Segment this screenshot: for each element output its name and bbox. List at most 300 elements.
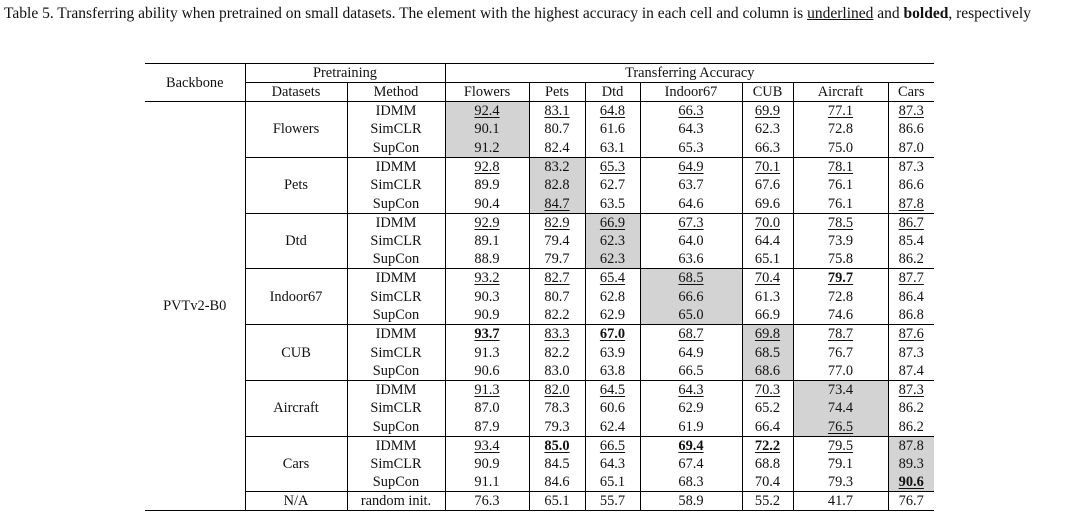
value-cell <box>742 120 793 139</box>
value-text: 86.6 <box>898 177 924 194</box>
value-text: 87.0 <box>474 400 500 417</box>
header-col-indoor67: Indoor67 <box>640 83 742 102</box>
value-text: 79.7 <box>827 270 854 287</box>
value-text: 82.7 <box>544 270 570 287</box>
value-text: 79.4 <box>544 232 570 249</box>
value-text: 87.3 <box>898 103 924 120</box>
value-cell <box>793 287 888 306</box>
value-cell <box>793 306 888 325</box>
value-text: 78.5 <box>827 214 854 231</box>
value-text: 90.4 <box>474 195 500 212</box>
header-col-pets: Pets <box>529 83 585 102</box>
baseline-value-text: 55.2 <box>754 493 781 510</box>
value-cell <box>445 325 529 344</box>
value-cell <box>529 213 585 232</box>
backbone-cell: PVTv2-B0 <box>145 102 245 511</box>
value-text: 93.4 <box>474 437 500 454</box>
table-row <box>145 102 934 121</box>
value-text: 67.0 <box>599 326 626 343</box>
value-text: 92.9 <box>474 214 500 231</box>
value-text: 76.5 <box>827 418 854 435</box>
value-text: 77.0 <box>827 362 854 379</box>
value-cell <box>742 455 793 474</box>
value-text: 70.4 <box>754 474 781 491</box>
value-text: 62.9 <box>599 307 626 324</box>
value-text: 86.7 <box>898 214 924 231</box>
value-cell <box>529 157 585 176</box>
method-cell: SupCon <box>347 139 445 158</box>
value-cell <box>445 362 529 381</box>
value-text: 62.3 <box>599 232 626 249</box>
value-text: 72.8 <box>827 121 854 138</box>
value-cell <box>529 120 585 139</box>
caption-mid: and <box>873 5 904 22</box>
value-cell <box>585 380 640 399</box>
value-text: 65.1 <box>754 251 781 268</box>
value-text: 90.3 <box>474 288 500 305</box>
baseline-method-cell: random init. <box>347 492 445 511</box>
method-cell: SupCon <box>347 362 445 381</box>
value-text: 89.9 <box>474 177 500 194</box>
value-text: 68.8 <box>754 456 781 473</box>
value-text: 78.3 <box>544 400 570 417</box>
value-text: 87.3 <box>898 381 924 398</box>
value-text: 89.3 <box>898 456 924 473</box>
dataset-cell: CUB <box>245 325 347 381</box>
value-cell <box>793 473 888 492</box>
header-backbone: Backbone <box>145 64 245 102</box>
value-cell <box>793 436 888 455</box>
value-text: 86.4 <box>898 288 924 305</box>
method-cell: IDMM <box>347 102 445 121</box>
value-text: 63.5 <box>599 195 626 212</box>
value-cell <box>640 232 742 251</box>
value-text: 62.3 <box>754 121 781 138</box>
header-col-cub: CUB <box>742 83 793 102</box>
value-cell <box>888 157 934 176</box>
baseline-row <box>145 492 934 511</box>
value-text: 65.1 <box>599 474 626 491</box>
value-cell <box>793 176 888 195</box>
value-text: 86.2 <box>898 418 924 435</box>
value-text: 63.6 <box>678 251 704 268</box>
value-text: 64.3 <box>599 456 626 473</box>
value-cell <box>888 120 934 139</box>
value-cell <box>793 362 888 381</box>
value-text: 91.2 <box>474 139 500 156</box>
value-cell <box>585 287 640 306</box>
value-text: 86.6 <box>898 121 924 138</box>
value-cell <box>742 232 793 251</box>
value-cell <box>793 418 888 437</box>
value-cell <box>585 157 640 176</box>
value-cell <box>529 102 585 121</box>
header-col-dtd: Dtd <box>585 83 640 102</box>
value-text: 68.5 <box>678 270 704 287</box>
value-text: 65.0 <box>678 307 704 324</box>
header-col-flowers: Flowers <box>445 83 529 102</box>
baseline-value-cell <box>529 492 585 511</box>
value-cell <box>793 250 888 269</box>
value-cell <box>742 250 793 269</box>
value-text: 87.4 <box>898 362 924 379</box>
caption-underlined-word: underlined <box>807 5 874 22</box>
dataset-cell: Aircraft <box>245 380 347 436</box>
value-text: 74.6 <box>827 307 854 324</box>
value-text: 83.2 <box>544 158 570 175</box>
value-text: 64.4 <box>754 232 781 249</box>
value-text: 63.9 <box>599 344 626 361</box>
value-text: 63.7 <box>678 177 704 194</box>
method-cell: IDMM <box>347 269 445 288</box>
value-cell <box>793 269 888 288</box>
value-cell <box>585 176 640 195</box>
value-text: 69.9 <box>754 103 781 120</box>
baseline-value-text: 76.7 <box>898 493 924 510</box>
value-text: 62.9 <box>678 400 704 417</box>
value-cell <box>640 306 742 325</box>
value-text: 87.9 <box>474 418 500 435</box>
value-text: 61.6 <box>599 121 626 138</box>
method-cell: SimCLR <box>347 232 445 251</box>
value-cell <box>742 362 793 381</box>
value-text: 82.4 <box>544 139 570 156</box>
value-text: 89.1 <box>474 232 500 249</box>
value-cell <box>445 139 529 158</box>
value-cell <box>640 380 742 399</box>
value-cell <box>742 380 793 399</box>
value-cell <box>742 325 793 344</box>
value-cell <box>529 380 585 399</box>
header-transferring-accuracy: Transferring Accuracy <box>445 64 934 83</box>
value-cell <box>585 436 640 455</box>
value-cell <box>529 473 585 492</box>
value-cell <box>529 418 585 437</box>
method-cell: IDMM <box>347 157 445 176</box>
value-cell <box>793 232 888 251</box>
value-text: 62.3 <box>599 251 626 268</box>
header-row-2 <box>145 83 934 102</box>
value-text: 65.3 <box>678 139 704 156</box>
value-cell <box>585 250 640 269</box>
method-cell: SimCLR <box>347 455 445 474</box>
value-text: 92.4 <box>474 103 500 120</box>
value-text: 92.8 <box>474 158 500 175</box>
value-cell <box>888 399 934 418</box>
value-cell <box>640 343 742 362</box>
value-cell <box>445 269 529 288</box>
table-row <box>145 213 934 232</box>
method-cell: SimCLR <box>347 399 445 418</box>
value-cell <box>445 157 529 176</box>
value-cell <box>793 325 888 344</box>
value-cell <box>640 213 742 232</box>
value-text: 60.6 <box>599 400 626 417</box>
value-cell <box>585 362 640 381</box>
value-text: 87.8 <box>898 437 924 454</box>
caption-tail: , respectively <box>948 5 1031 22</box>
header-datasets: Datasets <box>245 83 347 102</box>
value-cell <box>793 399 888 418</box>
value-cell <box>888 473 934 492</box>
value-cell <box>793 343 888 362</box>
value-text: 67.3 <box>678 214 704 231</box>
value-text: 87.0 <box>898 139 924 156</box>
value-cell <box>793 157 888 176</box>
value-cell <box>888 269 934 288</box>
value-text: 76.1 <box>827 177 854 194</box>
value-text: 64.9 <box>678 344 704 361</box>
value-cell <box>529 194 585 213</box>
value-cell <box>742 176 793 195</box>
value-cell <box>793 120 888 139</box>
value-cell <box>529 399 585 418</box>
value-cell <box>445 399 529 418</box>
value-text: 83.0 <box>544 362 570 379</box>
value-text: 79.3 <box>544 418 570 435</box>
value-cell <box>585 325 640 344</box>
value-text: 87.6 <box>898 326 924 343</box>
value-cell <box>445 473 529 492</box>
value-cell <box>793 455 888 474</box>
value-cell <box>585 418 640 437</box>
value-text: 76.7 <box>827 344 854 361</box>
value-text: 82.8 <box>544 177 570 194</box>
value-cell <box>445 176 529 195</box>
value-cell <box>529 250 585 269</box>
value-text: 75.8 <box>827 251 854 268</box>
method-cell: IDMM <box>347 325 445 344</box>
value-cell <box>640 250 742 269</box>
value-cell <box>445 418 529 437</box>
value-text: 66.9 <box>599 214 626 231</box>
dataset-cell: Cars <box>245 436 347 492</box>
value-text: 87.3 <box>898 344 924 361</box>
value-cell <box>640 418 742 437</box>
value-text: 83.1 <box>544 103 570 120</box>
value-cell <box>888 436 934 455</box>
value-cell <box>640 287 742 306</box>
method-cell: SimCLR <box>347 287 445 306</box>
value-cell <box>888 325 934 344</box>
method-cell: SimCLR <box>347 176 445 195</box>
value-text: 65.2 <box>754 400 781 417</box>
value-cell <box>445 380 529 399</box>
value-text: 63.1 <box>599 139 626 156</box>
results-table <box>145 63 934 511</box>
value-text: 66.3 <box>754 139 781 156</box>
value-cell <box>888 194 934 213</box>
value-text: 90.6 <box>474 362 500 379</box>
value-cell <box>888 213 934 232</box>
value-text: 82.2 <box>544 344 570 361</box>
baseline-value-text: 41.7 <box>827 493 854 510</box>
value-cell <box>640 139 742 158</box>
method-cell: SimCLR <box>347 343 445 362</box>
value-text: 66.5 <box>678 362 704 379</box>
value-cell <box>742 194 793 213</box>
value-cell <box>640 362 742 381</box>
value-cell <box>585 269 640 288</box>
value-text: 82.0 <box>544 381 570 398</box>
value-text: 64.3 <box>678 381 704 398</box>
method-cell: SupCon <box>347 306 445 325</box>
baseline-value-text: 55.7 <box>599 493 626 510</box>
value-text: 68.6 <box>754 362 781 379</box>
value-cell <box>640 325 742 344</box>
value-cell <box>445 436 529 455</box>
value-text: 70.0 <box>754 214 781 231</box>
value-text: 68.3 <box>678 474 704 491</box>
value-cell <box>888 232 934 251</box>
value-cell <box>445 455 529 474</box>
value-cell <box>888 306 934 325</box>
value-text: 87.3 <box>898 158 924 175</box>
value-text: 76.1 <box>827 195 854 212</box>
value-text: 66.5 <box>599 437 626 454</box>
value-text: 90.6 <box>898 474 924 491</box>
value-text: 87.7 <box>898 270 924 287</box>
table-row <box>145 436 934 455</box>
value-cell <box>742 287 793 306</box>
baseline-value-cell <box>640 492 742 511</box>
table-row <box>145 269 934 288</box>
method-cell: SimCLR <box>347 120 445 139</box>
table-caption <box>4 4 1076 23</box>
header-row-1 <box>145 64 934 83</box>
value-text: 86.2 <box>898 400 924 417</box>
value-text: 86.2 <box>898 251 924 268</box>
value-text: 65.3 <box>599 158 626 175</box>
value-text: 64.3 <box>678 121 704 138</box>
value-cell <box>793 213 888 232</box>
value-text: 73.9 <box>827 232 854 249</box>
value-text: 69.8 <box>754 326 781 343</box>
method-cell: SupCon <box>347 194 445 213</box>
value-text: 90.9 <box>474 456 500 473</box>
value-cell <box>585 306 640 325</box>
value-text: 67.4 <box>678 456 704 473</box>
value-cell <box>585 473 640 492</box>
value-cell <box>640 176 742 195</box>
value-text: 78.1 <box>827 158 854 175</box>
value-cell <box>529 287 585 306</box>
baseline-value-cell <box>742 492 793 511</box>
value-text: 90.1 <box>474 121 500 138</box>
value-cell <box>529 362 585 381</box>
value-cell <box>888 176 934 195</box>
value-cell <box>888 287 934 306</box>
value-cell <box>888 250 934 269</box>
value-text: 72.8 <box>827 288 854 305</box>
baseline-value-cell <box>445 492 529 511</box>
caption-lead: Table 5. Transferring ability when pretrained on small datasets. The element with the highest accuracy in each cell and column is <box>4 5 808 22</box>
value-text: 84.7 <box>544 195 570 212</box>
baseline-value-cell <box>585 492 640 511</box>
dataset-cell: Pets <box>245 157 347 213</box>
value-cell <box>888 362 934 381</box>
value-text: 69.4 <box>678 437 704 454</box>
value-text: 62.4 <box>599 418 626 435</box>
method-cell: SupCon <box>347 418 445 437</box>
method-cell: IDMM <box>347 380 445 399</box>
value-cell <box>585 455 640 474</box>
value-text: 66.4 <box>754 418 781 435</box>
value-text: 78.7 <box>827 326 854 343</box>
value-cell <box>445 306 529 325</box>
baseline-dataset-cell: N/A <box>245 492 347 511</box>
baseline-value-cell <box>888 492 934 511</box>
value-text: 93.2 <box>474 270 500 287</box>
method-cell: IDMM <box>347 436 445 455</box>
value-text: 67.6 <box>754 177 781 194</box>
value-text: 83.3 <box>544 326 570 343</box>
value-text: 64.0 <box>678 232 704 249</box>
header-method: Method <box>347 83 445 102</box>
value-cell <box>445 102 529 121</box>
value-text: 75.0 <box>827 139 854 156</box>
value-text: 82.2 <box>544 307 570 324</box>
baseline-value-text: 65.1 <box>544 493 570 510</box>
value-text: 64.9 <box>678 158 704 175</box>
value-cell <box>793 194 888 213</box>
value-cell <box>888 380 934 399</box>
table-body <box>145 102 934 511</box>
value-cell <box>888 102 934 121</box>
value-cell <box>742 102 793 121</box>
table-row <box>145 325 934 344</box>
value-text: 93.7 <box>474 326 500 343</box>
value-text: 88.9 <box>474 251 500 268</box>
value-text: 77.1 <box>827 103 854 120</box>
value-cell <box>640 399 742 418</box>
value-cell <box>585 399 640 418</box>
value-text: 61.3 <box>754 288 781 305</box>
header-col-cars: Cars <box>888 83 934 102</box>
value-cell <box>888 343 934 362</box>
value-cell <box>640 157 742 176</box>
header-pretraining: Pretraining <box>245 64 445 83</box>
value-text: 91.3 <box>474 344 500 361</box>
value-cell <box>585 232 640 251</box>
value-cell <box>793 380 888 399</box>
value-cell <box>445 232 529 251</box>
value-cell <box>529 306 585 325</box>
value-text: 66.6 <box>678 288 704 305</box>
value-cell <box>640 120 742 139</box>
value-cell <box>742 418 793 437</box>
value-cell <box>640 455 742 474</box>
dataset-cell: Flowers <box>245 102 347 158</box>
method-cell: SupCon <box>347 473 445 492</box>
value-cell <box>793 139 888 158</box>
value-text: 80.7 <box>544 288 570 305</box>
value-cell <box>529 343 585 362</box>
value-text: 64.8 <box>599 103 626 120</box>
value-text: 73.4 <box>827 381 854 398</box>
value-text: 68.5 <box>754 344 781 361</box>
value-text: 62.8 <box>599 288 626 305</box>
value-text: 87.8 <box>898 195 924 212</box>
baseline-value-text: 76.3 <box>474 493 500 510</box>
value-text: 66.9 <box>754 307 781 324</box>
table-row <box>145 380 934 399</box>
baseline-value-cell <box>793 492 888 511</box>
value-cell <box>742 306 793 325</box>
value-text: 62.7 <box>599 177 626 194</box>
value-text: 90.9 <box>474 307 500 324</box>
value-cell <box>529 436 585 455</box>
